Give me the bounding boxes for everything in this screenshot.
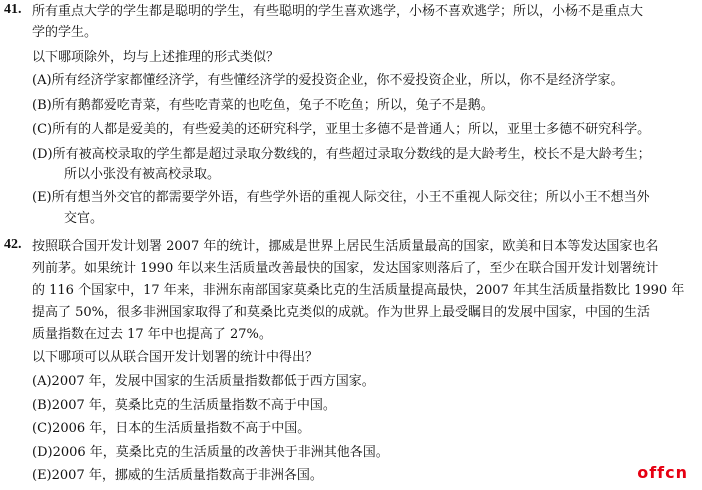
question-stem-line: 质量指数在过去 17 年中也提高了 27%。 xyxy=(32,327,272,342)
option-label: (A) xyxy=(32,73,52,88)
option-text: 2006 年，日本的生活质量指数不高于中国。 xyxy=(52,421,311,436)
option-label: (C) xyxy=(32,122,53,137)
option-label: (A) xyxy=(32,374,52,389)
option-label: (C) xyxy=(32,421,53,436)
option-label: (D) xyxy=(32,147,53,162)
option-text: 所有经济学家都懂经济学，有些懂经济学的爱投资企业，你不爱投资企业，所以，你不是经济学家。 xyxy=(51,73,624,88)
option-label: (E) xyxy=(32,468,52,483)
answer-option-e xyxy=(32,188,650,208)
offcn-watermark: offcn xyxy=(637,463,688,482)
option-text: 所有想当外交官的都需要学外语，有些学外语的重视人际交往，小王不重视人际交往；所以小王不想当外 xyxy=(51,190,650,205)
question-stem-line: 的 116 个国家中，17 年来，非洲东南部国家莫桑比克的生活质量提高最快，2007 年其生活质量指数比 1990 年 xyxy=(32,283,685,298)
option-label: (B) xyxy=(32,98,52,113)
option-text: 2007 年，发展中国家的生活质量指数都低于西方国家。 xyxy=(51,374,375,389)
option-label: (E) xyxy=(32,190,52,205)
question-stem-line: 所有重点大学的学生都是聪明的学生，有些聪明的学生喜欢逃学，小杨不喜欢逃学；所以，小杨不是重点大 xyxy=(32,4,644,19)
answer-option-c xyxy=(32,419,310,439)
option-text: 2007 年，挪威的生活质量指数高于非洲各国。 xyxy=(51,468,323,483)
option-text: 所有鹅都爱吃青菜，有些吃青菜的也吃鱼，兔子不吃鱼；所以，兔子不是鹅。 xyxy=(51,98,494,113)
question-stem-line: 学的学生。 xyxy=(32,25,98,40)
option-label: (D) xyxy=(32,445,53,460)
answer-option-b xyxy=(32,396,336,416)
answer-option-a xyxy=(32,372,375,392)
question-prompt: 以下哪项除外，均与上述推理的形式类似？ xyxy=(32,50,280,65)
option-text: 所有被高校录取的学生都是超过录取分数线的，有些超过录取分数线的是大龄考生，校长不是大龄考生； xyxy=(52,147,651,162)
answer-option-d xyxy=(32,443,389,463)
answer-option-c xyxy=(32,120,650,140)
answer-option-a xyxy=(32,71,624,91)
answer-option-b xyxy=(32,96,494,116)
question-prompt: 以下哪项可以从联合国开发计划署的统计中得出？ xyxy=(32,350,319,365)
option-text: 2007 年，莫桑比克的生活质量指数不高于中国。 xyxy=(51,398,336,413)
option-text-continuation: 所以小张没有被高校录取。 xyxy=(64,167,221,182)
question-number: 41. xyxy=(4,2,22,17)
question-stem-line: 提高了 50%，很多非洲国家取得了和莫桑比克类似的成就。作为世界上最受瞩目的发展中国家，中国的生活 xyxy=(32,305,651,320)
question-stem-line: 按照联合国开发计划署 2007 年的统计，挪威是世界上居民生活质量最高的国家，欧美和日本等发达国家也名 xyxy=(32,239,659,254)
question-number: 42. xyxy=(4,237,22,252)
option-text: 2006 年，莫桑比克的生活质量的改善快于非洲其他各国。 xyxy=(52,445,389,460)
answer-option-e xyxy=(32,466,323,486)
option-text-continuation: 交官。 xyxy=(64,211,104,226)
answer-option-d xyxy=(32,145,651,165)
option-label: (B) xyxy=(32,398,52,413)
question-stem-line: 列前茅。如果统计 1990 年以来生活质量改善最快的国家，发达国家则落后了，至少在联合国开发计划署统计 xyxy=(32,261,659,276)
option-text: 所有的人都是爱美的，有些爱美的还研究科学，亚里士多德不是普通人；所以，亚里士多德不研究科学。 xyxy=(52,122,651,137)
